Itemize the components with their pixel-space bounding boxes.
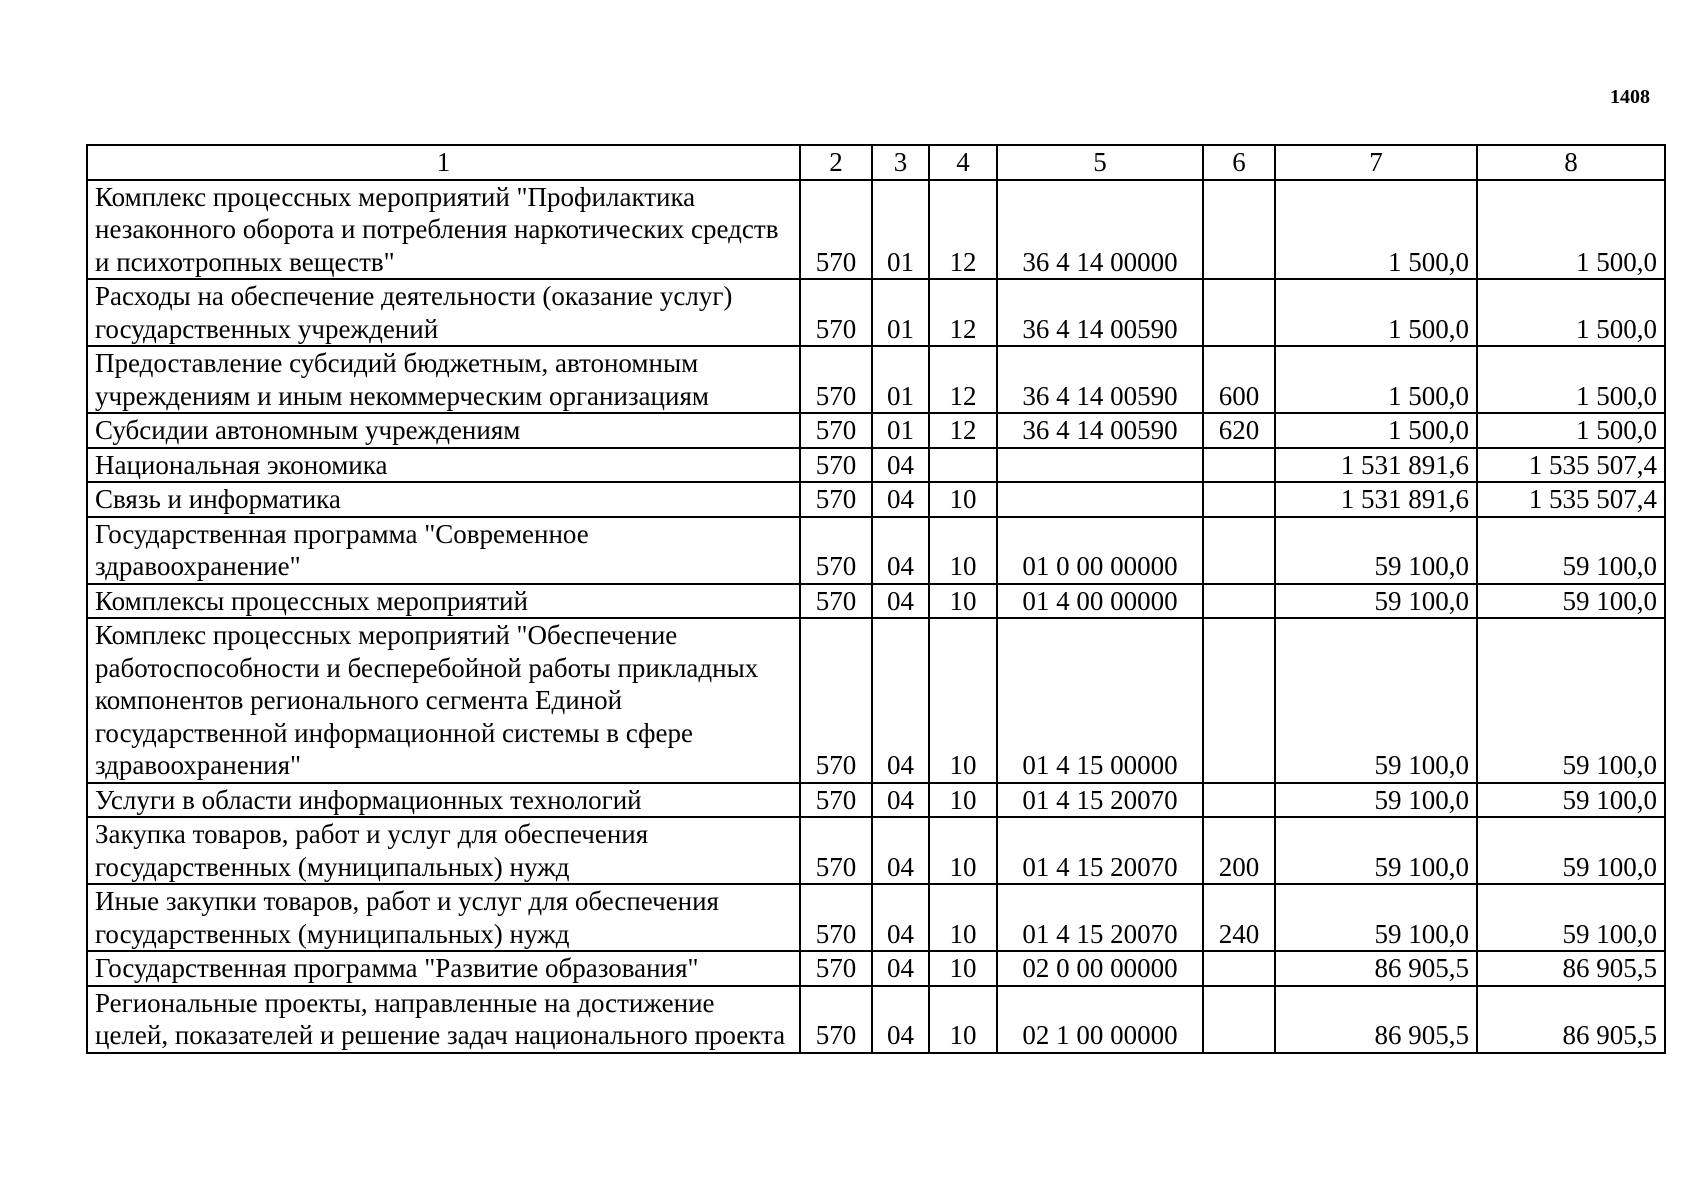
row-gr-cell: 570 [800,986,872,1053]
header-cell-4: 4 [929,145,997,180]
row-sum-cell-7: 86 905,5 [1275,986,1477,1053]
row-csr-cell: 36 4 14 00590 [997,413,1203,448]
row-pr-cell: 12 [929,346,997,413]
row-gr-cell: 570 [800,482,872,517]
row-vr-cell [1203,618,1275,783]
row-rz-cell: 04 [872,951,929,986]
row-vr-cell: 620 [1203,413,1275,448]
row-vr-cell [1203,279,1275,346]
row-rz-cell: 04 [872,517,929,584]
row-pr-cell: 10 [929,783,997,818]
table-row [87,584,1665,619]
row-csr-cell: 01 0 00 00000 [997,517,1203,584]
row-vr-cell [1203,584,1275,619]
row-gr-cell: 570 [800,951,872,986]
table-row [87,884,1665,951]
row-sum-cell-8: 59 100,0 [1477,817,1665,884]
row-pr-cell: 10 [929,618,997,783]
header-cell-6: 6 [1203,145,1275,180]
row-rz-cell: 04 [872,817,929,884]
row-csr-cell: 36 4 14 00590 [997,279,1203,346]
row-name-cell: Государственная программа "Развитие образования" [87,951,800,986]
row-sum-cell-7: 1 531 891,6 [1275,482,1477,517]
table-row [87,817,1665,884]
row-gr-cell: 570 [800,413,872,448]
row-gr-cell: 570 [800,180,872,280]
row-pr-cell: 12 [929,413,997,448]
row-name-cell: Региональные проекты, направленные на достижение целей, показателей и решение задач национального проекта [87,986,800,1053]
row-name-cell: Закупка товаров, работ и услуг для обеспечения государственных (муниципальных) нужд [87,817,800,884]
row-sum-cell-8: 59 100,0 [1477,584,1665,619]
row-csr-cell: 36 4 14 00590 [997,346,1203,413]
row-name-cell: Государственная программа "Современное здравоохранение" [87,517,800,584]
table-row [87,783,1665,818]
row-sum-cell-8: 59 100,0 [1477,884,1665,951]
row-vr-cell [1203,783,1275,818]
row-rz-cell: 04 [872,448,929,483]
row-gr-cell: 570 [800,618,872,783]
table-row [87,413,1665,448]
row-name-cell: Комплексы процессных мероприятий [87,584,800,619]
row-sum-cell-7: 1 500,0 [1275,413,1477,448]
row-rz-cell: 04 [872,884,929,951]
row-pr-cell: 10 [929,817,997,884]
row-sum-cell-8: 1 500,0 [1477,413,1665,448]
row-sum-cell-7: 86 905,5 [1275,951,1477,986]
row-gr-cell: 570 [800,584,872,619]
row-sum-cell-8: 86 905,5 [1477,951,1665,986]
row-pr-cell: 10 [929,517,997,584]
row-pr-cell [929,448,997,483]
row-pr-cell: 12 [929,279,997,346]
row-sum-cell-8: 86 905,5 [1477,986,1665,1053]
row-csr-cell: 01 4 15 20070 [997,884,1203,951]
row-csr-cell: 02 1 00 00000 [997,986,1203,1053]
row-name-cell: Иные закупки товаров, работ и услуг для обеспечения государственных (муниципальных) нужд [87,884,800,951]
row-pr-cell: 10 [929,482,997,517]
row-sum-cell-7: 59 100,0 [1275,584,1477,619]
header-cell-3: 3 [872,145,929,180]
row-vr-cell: 600 [1203,346,1275,413]
table-row [87,618,1665,783]
row-vr-cell [1203,180,1275,280]
header-cell-7: 7 [1275,145,1477,180]
row-sum-cell-8: 1 500,0 [1477,279,1665,346]
row-rz-cell: 04 [872,783,929,818]
row-sum-cell-8: 1 535 507,4 [1477,448,1665,483]
row-vr-cell [1203,482,1275,517]
row-pr-cell: 10 [929,986,997,1053]
row-gr-cell: 570 [800,346,872,413]
row-csr-cell: 01 4 00 00000 [997,584,1203,619]
table-row [87,986,1665,1053]
row-sum-cell-7: 59 100,0 [1275,884,1477,951]
row-rz-cell: 01 [872,180,929,280]
row-sum-cell-7: 59 100,0 [1275,618,1477,783]
row-name-cell: Национальная экономика [87,448,800,483]
row-sum-cell-7: 1 500,0 [1275,180,1477,280]
row-vr-cell: 240 [1203,884,1275,951]
table-row [87,346,1665,413]
row-pr-cell: 12 [929,180,997,280]
row-rz-cell: 04 [872,618,929,783]
table-row [87,279,1665,346]
row-gr-cell: 570 [800,517,872,584]
row-gr-cell: 570 [800,817,872,884]
budget-table [86,144,1666,1054]
row-csr-cell: 01 4 15 00000 [997,618,1203,783]
row-name-cell: Комплекс процессных мероприятий "Обеспечение работоспособности и бесперебойной работы прикладных компонентов регионального сегмента Единой государственной информационной системы в сфере здравоохранения" [87,618,800,783]
row-sum-cell-8: 59 100,0 [1477,783,1665,818]
row-csr-cell: 01 4 15 20070 [997,783,1203,818]
row-csr-cell [997,482,1203,517]
row-sum-cell-8: 59 100,0 [1477,618,1665,783]
row-sum-cell-8: 1 500,0 [1477,346,1665,413]
row-name-cell: Расходы на обеспечение деятельности (оказание услуг) государственных учреждений [87,279,800,346]
row-name-cell: Комплекс процессных мероприятий "Профилактика незаконного оборота и потребления наркотических средств и психотропных веществ" [87,180,800,280]
header-cell-1: 1 [87,145,800,180]
row-gr-cell: 570 [800,783,872,818]
row-name-cell: Субсидии автономным учреждениям [87,413,800,448]
row-vr-cell: 200 [1203,817,1275,884]
row-pr-cell: 10 [929,951,997,986]
row-csr-cell [997,448,1203,483]
row-gr-cell: 570 [800,884,872,951]
row-rz-cell: 04 [872,482,929,517]
row-vr-cell [1203,517,1275,584]
row-gr-cell: 570 [800,448,872,483]
row-sum-cell-7: 59 100,0 [1275,783,1477,818]
row-sum-cell-7: 1 500,0 [1275,346,1477,413]
table-row [87,482,1665,517]
header-cell-5: 5 [997,145,1203,180]
row-vr-cell [1203,986,1275,1053]
row-gr-cell: 570 [800,279,872,346]
table-row [87,448,1665,483]
row-sum-cell-8: 59 100,0 [1477,517,1665,584]
row-csr-cell: 01 4 15 20070 [997,817,1203,884]
row-sum-cell-7: 59 100,0 [1275,817,1477,884]
row-vr-cell [1203,448,1275,483]
row-rz-cell: 01 [872,279,929,346]
row-pr-cell: 10 [929,884,997,951]
row-csr-cell: 36 4 14 00000 [997,180,1203,280]
row-rz-cell: 04 [872,584,929,619]
table-row [87,517,1665,584]
row-sum-cell-8: 1 535 507,4 [1477,482,1665,517]
row-rz-cell: 01 [872,346,929,413]
row-rz-cell: 04 [872,986,929,1053]
row-sum-cell-7: 1 531 891,6 [1275,448,1477,483]
row-name-cell: Связь и информатика [87,482,800,517]
row-pr-cell: 10 [929,584,997,619]
table-row [87,951,1665,986]
table-row [87,180,1665,280]
row-vr-cell [1203,951,1275,986]
row-sum-cell-7: 1 500,0 [1275,279,1477,346]
table-header-row [87,145,1665,180]
row-name-cell: Предоставление субсидий бюджетным, автономным учреждениям и иным некоммерческим организациям [87,346,800,413]
row-sum-cell-8: 1 500,0 [1477,180,1665,280]
row-csr-cell: 02 0 00 00000 [997,951,1203,986]
header-cell-2: 2 [800,145,872,180]
row-name-cell: Услуги в области информационных технологий [87,783,800,818]
row-rz-cell: 01 [872,413,929,448]
page-number: 1408 [1610,86,1650,108]
row-sum-cell-7: 59 100,0 [1275,517,1477,584]
header-cell-8: 8 [1477,145,1665,180]
